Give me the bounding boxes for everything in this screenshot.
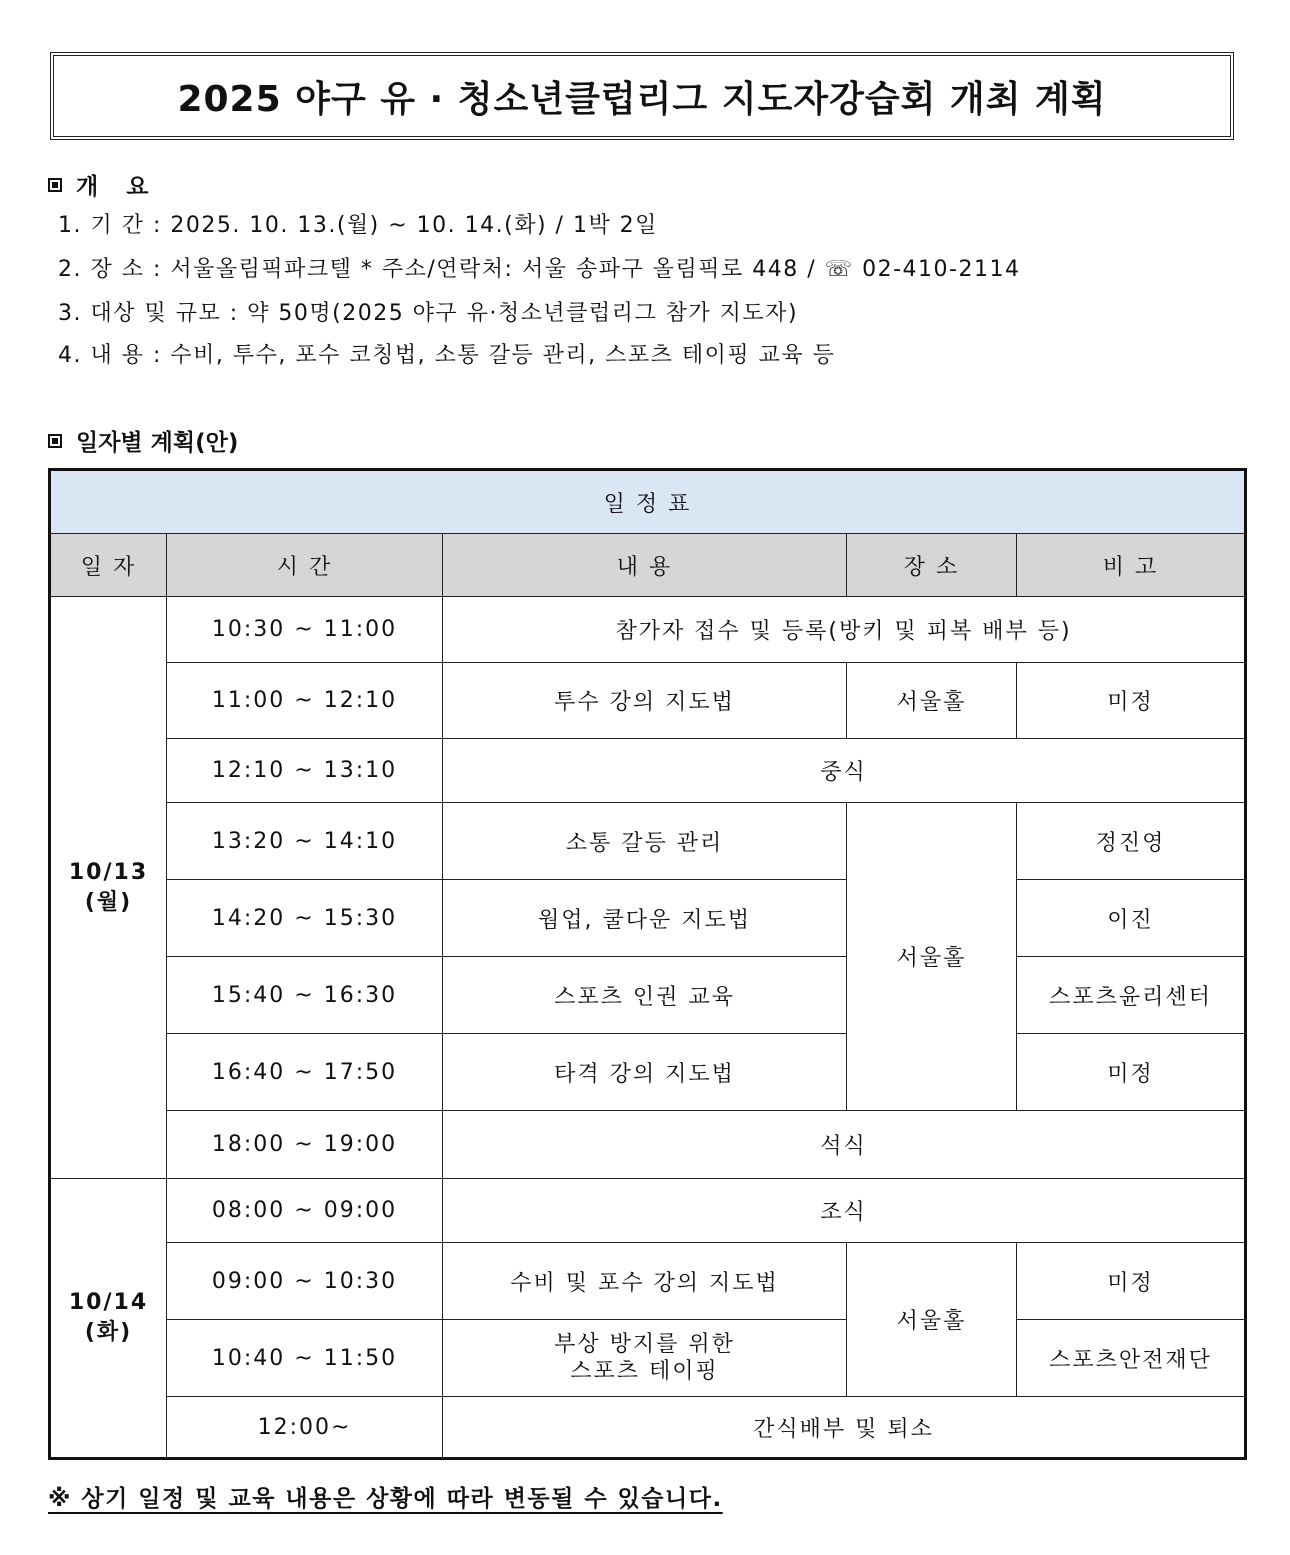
date-text: 10/14	[68, 1290, 149, 1316]
time-cell: 11:00 ~ 12:10	[167, 663, 443, 739]
schedule-table	[48, 468, 1247, 1460]
content-cell: 중식	[443, 739, 1246, 803]
content-cell: 간식배부 및 퇴소	[443, 1397, 1246, 1459]
content-cell: 투수 강의 지도법	[443, 663, 847, 739]
column-header-note: 비 고	[1017, 534, 1246, 597]
content-cell: 타격 강의 지도법	[443, 1034, 847, 1111]
place-cell: 서울홀	[847, 1243, 1017, 1397]
table-row	[50, 1320, 1246, 1397]
content-line: 부상 방지를 위한	[554, 1331, 735, 1357]
document-title: 2025 야구 유 · 청소년클럽리그 지도자강습회 개최 계획	[177, 78, 1107, 120]
column-header-date: 일 자	[50, 534, 167, 597]
table-row	[50, 1111, 1246, 1179]
content-cell: 소통 갈등 관리	[443, 803, 847, 880]
weekday-text: (월)	[84, 889, 133, 915]
square-bullet-icon	[48, 178, 62, 192]
time-cell: 13:20 ~ 14:10	[167, 803, 443, 880]
time-cell: 09:00 ~ 10:30	[167, 1243, 443, 1320]
date-cell-day1	[50, 597, 167, 1179]
time-cell: 10:30 ~ 11:00	[167, 597, 443, 663]
overview-line-content: 4. 내 용 : 수비, 투수, 포수 코칭법, 소통 갈등 관리, 스포츠 테이핑 교육 등	[58, 343, 836, 368]
note-cell: 스포츠윤리센터	[1017, 957, 1246, 1034]
time-cell: 18:00 ~ 19:00	[167, 1111, 443, 1179]
document-title-box	[50, 52, 1234, 140]
note-cell: 스포츠안전재단	[1017, 1320, 1246, 1397]
table-row	[50, 739, 1246, 803]
table-row	[50, 1034, 1246, 1111]
date-text: 10/13	[68, 859, 149, 885]
place-cell: 서울홀	[847, 663, 1017, 739]
time-cell: 15:40 ~ 16:30	[167, 957, 443, 1034]
table-row	[50, 1179, 1246, 1243]
time-cell: 10:40 ~ 11:50	[167, 1320, 443, 1397]
table-row	[50, 957, 1246, 1034]
note-cell: 미정	[1017, 663, 1246, 739]
overview-heading-text: 개 요	[76, 174, 153, 200]
schedule-heading-text: 일자별 계획(안)	[76, 430, 239, 456]
content-line: 스포츠 테이핑	[570, 1359, 719, 1384]
footnote: ※ 상기 일정 및 교육 내용은 상황에 따라 변동될 수 있습니다.	[48, 1486, 723, 1512]
content-cell: 조식	[443, 1179, 1246, 1243]
content-cell: 스포츠 인권 교육	[443, 957, 847, 1034]
table-row	[50, 880, 1246, 957]
place-cell: 서울홀	[847, 803, 1017, 1111]
column-header-content: 내 용	[443, 534, 847, 597]
square-bullet-icon	[48, 434, 62, 448]
content-cell: 참가자 접수 및 등록(방키 및 피복 배부 등)	[443, 597, 1246, 663]
content-cell: 석식	[443, 1111, 1246, 1179]
table-row	[50, 1243, 1246, 1320]
content-cell: 수비 및 포수 강의 지도법	[443, 1243, 847, 1320]
table-row	[50, 1397, 1246, 1459]
content-cell	[443, 1320, 847, 1397]
schedule-heading	[48, 424, 238, 457]
table-row	[50, 597, 1246, 663]
time-cell: 12:10 ~ 13:10	[167, 739, 443, 803]
date-cell-day2	[50, 1179, 167, 1459]
table-title: 일 정 표	[50, 470, 1246, 534]
note-cell: 미정	[1017, 1034, 1246, 1111]
time-cell: 08:00 ~ 09:00	[167, 1179, 443, 1243]
table-title-row	[50, 470, 1246, 534]
note-cell: 미정	[1017, 1243, 1246, 1320]
weekday-text: (화)	[84, 1320, 133, 1345]
note-cell: 이진	[1017, 880, 1246, 957]
table-row	[50, 663, 1246, 739]
overview-line-target: 3. 대상 및 규모 : 약 50명(2025 야구 유·청소년클럽리그 참가 지도자)	[58, 301, 799, 326]
table-header-row	[50, 534, 1246, 597]
overview-line-venue: 2. 장 소 : 서울올림픽파크텔 * 주소/연락처: 서울 송파구 올림픽로 448 / ☏ 02-410-2114	[58, 257, 1021, 282]
note-cell: 정진영	[1017, 803, 1246, 880]
overview-heading	[48, 168, 152, 201]
column-header-place: 장 소	[847, 534, 1017, 597]
overview-line-period: 1. 기 간 : 2025. 10. 13.(월) ~ 10. 14.(화) / 1박 2일	[58, 213, 658, 238]
time-cell: 16:40 ~ 17:50	[167, 1034, 443, 1111]
table-row	[50, 803, 1246, 880]
content-cell: 웜업, 쿨다운 지도법	[443, 880, 847, 957]
time-cell: 14:20 ~ 15:30	[167, 880, 443, 957]
time-cell: 12:00~	[167, 1397, 443, 1459]
column-header-time: 시 간	[167, 534, 443, 597]
